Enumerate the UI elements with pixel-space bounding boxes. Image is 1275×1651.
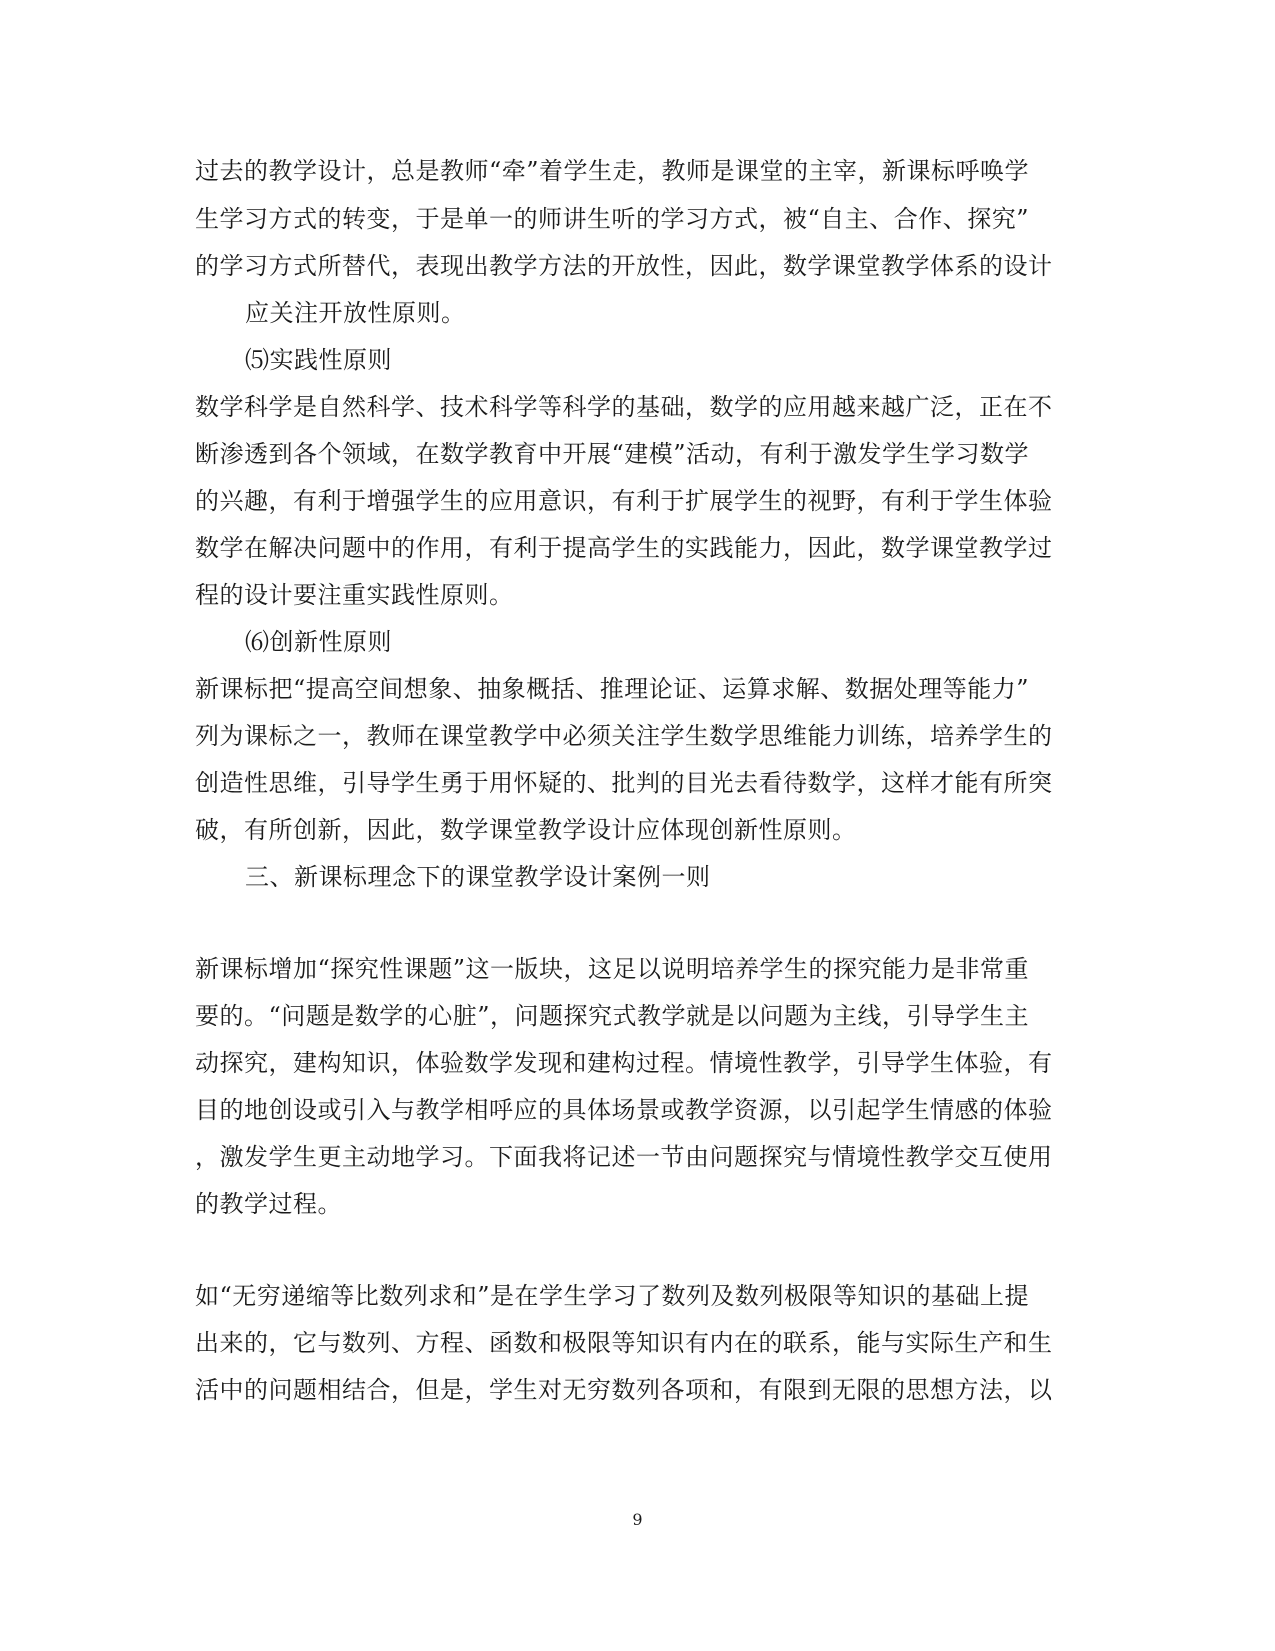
text-line: 活中的问题相结合，但是，学生对无穷数列各项和，有限到无限的思想方法，以	[195, 1376, 1053, 1404]
text-line: 出来的，它与数列、方程、函数和极限等知识有内在的联系，能与实际生产和生	[195, 1329, 1053, 1357]
text-line: ，激发学生更主动地学习。下面我将记述一节由问题探究与情境性教学交互使用	[195, 1143, 1053, 1171]
text-line: 新课标增加“探究性课题”这一版块，这足以说明培养学生的探究能力是非常重	[195, 955, 1030, 983]
text-line: 创造性思维，引导学生勇于用怀疑的、批判的目光去看待数学，这样才能有所突	[195, 769, 1053, 797]
text-line: 断渗透到各个领域，在数学教育中开展“建模”活动，有利于激发学生学习数学	[195, 440, 1030, 468]
text-line: 数学科学是自然科学、技术科学等科学的基础，数学的应用越来越广泛，正在不	[195, 393, 1053, 421]
text-line: 数学在解决问题中的作用，有利于提高学生的实践能力，因此，数学课堂教学过	[195, 534, 1053, 562]
text-line: 程的设计要注重实践性原则。	[195, 581, 514, 609]
text-line: 的学习方式所替代，表现出教学方法的开放性，因此，数学课堂教学体系的设计	[195, 252, 1053, 280]
text-line: 如“无穷递缩等比数列求和”是在学生学习了数列及数列极限等知识的基础上提	[195, 1282, 1030, 1310]
page-number: 9	[632, 1510, 643, 1529]
text-line: 列为课标之一，教师在课堂教学中必须关注学生数学思维能力训练，培养学生的	[195, 722, 1053, 750]
text-line: 应关注开放性原则。	[245, 299, 466, 327]
text-line: 新课标把“提高空间想象、抽象概括、推理论证、运算求解、数据处理等能力”	[195, 675, 1030, 703]
text-line: 要的。“问题是数学的心脏”，问题探究式教学就是以问题为主线，引导学生主	[195, 1002, 1030, 1030]
text-line: 目的地创设或引入与教学相呼应的具体场景或教学资源，以引起学生情感的体验	[195, 1096, 1053, 1124]
text-line: 生学习方式的转变，于是单一的师讲生听的学习方式，被“自主、合作、探究”	[195, 205, 1030, 233]
section-heading: ⑹创新性原则	[245, 628, 392, 656]
text-line: 的兴趣，有利于增强学生的应用意识，有利于扩展学生的视野，有利于学生体验	[195, 487, 1053, 515]
text-line: 过去的教学设计，总是教师“牵”着学生走，教师是课堂的主宰，新课标呼唤学	[195, 157, 1030, 185]
section-heading: ⑸实践性原则	[245, 346, 392, 374]
text-line: 破，有所创新，因此，数学课堂教学设计应体现创新性原则。	[195, 816, 857, 844]
text-line: 的教学过程。	[195, 1190, 342, 1218]
section-heading: 三、新课标理念下的课堂教学设计案例一则	[245, 863, 711, 891]
text-line: 动探究，建构知识，体验数学发现和建构过程。情境性教学，引导学生体验，有	[195, 1049, 1053, 1077]
